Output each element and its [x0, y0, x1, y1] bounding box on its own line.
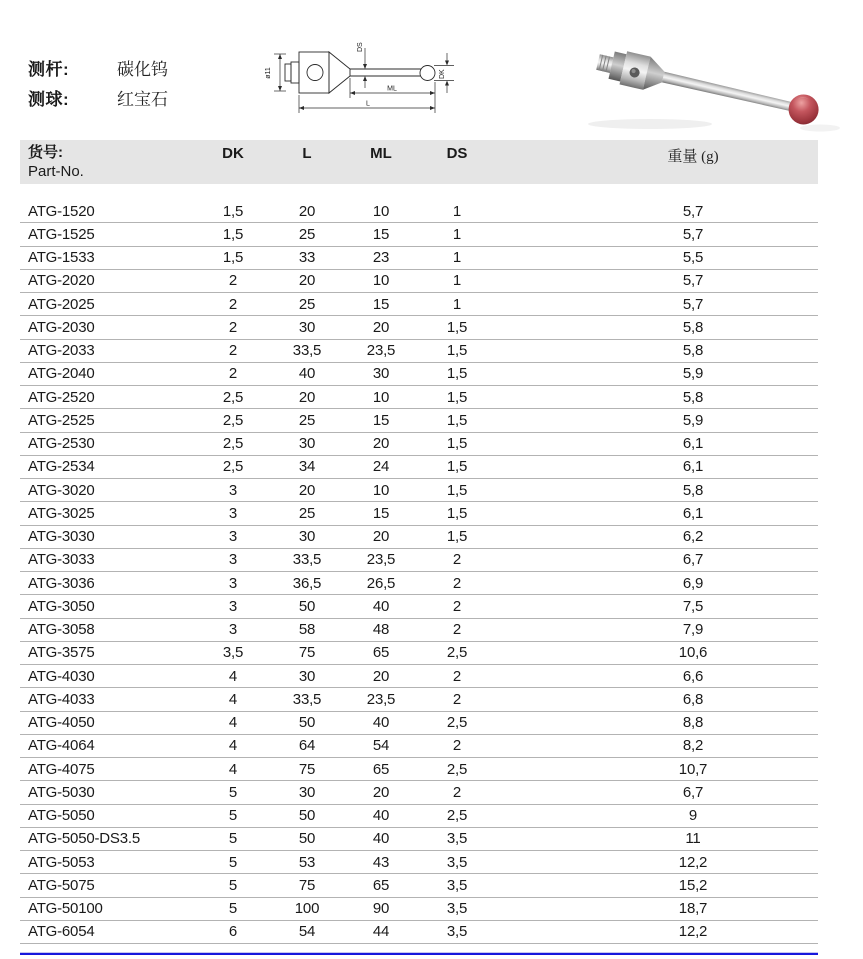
stylus-table: [20, 140, 818, 944]
l-cell: 25: [298, 504, 316, 522]
ml-cell: 65: [372, 760, 390, 778]
ds-cell: 1: [452, 202, 462, 220]
part-no-cell: ATG-3036: [28, 574, 95, 592]
dk-cell: 2: [228, 318, 238, 336]
dk-cell: 3: [228, 621, 238, 639]
part-no-cell: ATG-5050: [28, 807, 95, 825]
table-header: [20, 140, 818, 184]
ml-cell: 20: [372, 435, 390, 453]
dk-cell: 5: [228, 807, 238, 825]
table-row: [20, 502, 818, 525]
ds-cell: 3,5: [446, 853, 468, 871]
weight-cell: 10,6: [678, 644, 708, 662]
weight-cell: 6,7: [682, 783, 704, 801]
diagram-ds-label: DS: [357, 42, 364, 52]
dk-cell: 6: [228, 923, 238, 941]
ml-cell: 20: [372, 528, 390, 546]
table-row: [20, 921, 818, 944]
part-no-cell: ATG-4050: [28, 714, 95, 732]
ds-cell: 1: [452, 249, 462, 267]
header-ml: ML: [370, 145, 392, 162]
ds-cell: 2: [452, 597, 462, 615]
part-no-cell: ATG-2525: [28, 411, 95, 429]
table-row: [20, 874, 818, 897]
dk-cell: 1,5: [222, 202, 244, 220]
weight-cell: 12,2: [678, 853, 708, 871]
ds-cell: 3,5: [446, 876, 468, 894]
dk-cell: 2: [228, 342, 238, 360]
ds-cell: 1,5: [446, 458, 468, 476]
l-cell: 36,5: [292, 574, 322, 592]
table-row: [20, 549, 818, 572]
part-no-cell: ATG-5053: [28, 853, 95, 871]
l-cell: 33,5: [292, 342, 322, 360]
weight-cell: 5,7: [682, 272, 704, 290]
ds-cell: 3,5: [446, 830, 468, 848]
table-row: [20, 223, 818, 246]
ml-cell: 65: [372, 876, 390, 894]
weight-cell: 5,8: [682, 318, 704, 336]
table-row: [20, 479, 818, 502]
weight-cell: 6,9: [682, 574, 704, 592]
l-cell: 50: [298, 714, 316, 732]
ml-cell: 26,5: [366, 574, 396, 592]
weight-cell: 11: [685, 830, 701, 848]
l-cell: 50: [298, 807, 316, 825]
dk-cell: 2: [228, 272, 238, 290]
table-row: [20, 805, 818, 828]
ml-cell: 20: [372, 318, 390, 336]
l-cell: 34: [298, 458, 316, 476]
weight-cell: 12,2: [678, 923, 708, 941]
part-no-cell: ATG-3020: [28, 481, 95, 499]
part-no-cell: ATG-5075: [28, 876, 95, 894]
part-no-cell: ATG-2020: [28, 272, 95, 290]
ml-cell: 20: [372, 667, 390, 685]
header-l: L: [302, 145, 312, 162]
dk-cell: 2: [228, 365, 238, 383]
weight-cell: 5,7: [682, 225, 704, 243]
dk-cell: 3: [228, 481, 238, 499]
weight-cell: 5,5: [682, 249, 704, 267]
header-ds: DS: [446, 145, 468, 162]
ml-cell: 15: [372, 295, 390, 313]
l-cell: 20: [298, 272, 316, 290]
part-no-cell: ATG-1525: [28, 225, 95, 243]
l-cell: 25: [298, 411, 316, 429]
part-no-cell: ATG-5030: [28, 783, 95, 801]
l-cell: 30: [298, 783, 316, 801]
dk-cell: 3: [228, 504, 238, 522]
bottom-divider: [20, 952, 818, 955]
table-row: [20, 665, 818, 688]
table-row: [20, 386, 818, 409]
l-cell: 20: [298, 202, 316, 220]
photo-shadow: [588, 119, 712, 129]
l-cell: 30: [298, 667, 316, 685]
table-body: [20, 200, 818, 944]
ml-cell: 44: [372, 923, 390, 941]
l-cell: 75: [298, 876, 316, 894]
table-row: [20, 712, 818, 735]
part-no-cell: ATG-2025: [28, 295, 95, 313]
l-cell: 75: [298, 760, 316, 778]
ds-cell: 1,5: [446, 481, 468, 499]
weight-cell: 5,7: [682, 202, 704, 220]
weight-cell: 18,7: [678, 900, 708, 918]
weight-cell: 6,7: [682, 551, 704, 569]
ball-material-label: 测球:: [28, 89, 70, 109]
table-row: [20, 433, 818, 456]
part-no-cell: ATG-2530: [28, 435, 95, 453]
ml-cell: 48: [372, 621, 390, 639]
part-no-cell: ATG-2534: [28, 458, 95, 476]
weight-cell: 6,1: [682, 504, 704, 522]
dk-cell: 5: [228, 783, 238, 801]
part-no-cell: ATG-5050-DS3.5: [28, 830, 140, 848]
part-no-cell: ATG-6054: [28, 923, 95, 941]
ds-cell: 2: [452, 783, 462, 801]
part-no-cell: ATG-2040: [28, 365, 95, 383]
header-dk: DK: [222, 145, 244, 162]
ds-cell: 1,5: [446, 365, 468, 383]
dk-cell: 4: [228, 737, 238, 755]
ml-cell: 65: [372, 644, 390, 662]
l-cell: 54: [298, 923, 316, 941]
part-no-cell: ATG-3025: [28, 504, 95, 522]
header-part-no-cn: 货号:: [28, 144, 63, 161]
ml-cell: 15: [372, 225, 390, 243]
material-specs: [28, 52, 168, 112]
table-row: [20, 200, 818, 223]
l-cell: 40: [298, 365, 316, 383]
table-row: [20, 293, 818, 316]
ml-cell: 10: [372, 481, 390, 499]
header-weight: 重量 (g): [667, 149, 719, 165]
weight-cell: 10,7: [678, 760, 708, 778]
dk-cell: 3: [228, 597, 238, 615]
table-row: [20, 595, 818, 618]
table-row: [20, 270, 818, 293]
ml-cell: 40: [372, 597, 390, 615]
ds-cell: 1,5: [446, 504, 468, 522]
l-cell: 33,5: [292, 690, 322, 708]
ball-material-value: 红宝石: [117, 89, 168, 109]
part-no-cell: ATG-2033: [28, 342, 95, 360]
diagram-l-label: L: [366, 100, 370, 108]
l-cell: 25: [298, 295, 316, 313]
weight-cell: 5,8: [682, 342, 704, 360]
weight-cell: 6,1: [682, 435, 704, 453]
ml-cell: 40: [372, 830, 390, 848]
part-no-cell: ATG-4075: [28, 760, 95, 778]
weight-cell: 5,8: [682, 481, 704, 499]
table-row: [20, 642, 818, 665]
shaft-material-value: 碳化钨: [117, 59, 168, 79]
l-cell: 50: [298, 830, 316, 848]
photo-shadow-ball: [800, 125, 840, 132]
weight-cell: 7,5: [682, 597, 704, 615]
part-no-cell: ATG-2030: [28, 318, 95, 336]
ds-cell: 1,5: [446, 388, 468, 406]
table-row: [20, 619, 818, 642]
table-row: [20, 828, 818, 851]
ml-cell: 23,5: [366, 342, 396, 360]
part-no-cell: ATG-3058: [28, 621, 95, 639]
ds-cell: 2,5: [446, 807, 468, 825]
ml-cell: 10: [372, 388, 390, 406]
photo-ruby-ball: [786, 91, 822, 127]
l-cell: 30: [298, 528, 316, 546]
stylus-product-photo: [578, 24, 858, 136]
part-no-cell: ATG-3050: [28, 597, 95, 615]
ml-cell: 24: [372, 458, 390, 476]
ml-cell: 15: [372, 504, 390, 522]
ds-cell: 2: [452, 667, 462, 685]
ds-cell: 3,5: [446, 900, 468, 918]
l-cell: 58: [298, 621, 316, 639]
ml-cell: 90: [372, 900, 390, 918]
ds-cell: 1: [452, 272, 462, 290]
table-row: [20, 898, 818, 921]
photo-shaft: [662, 72, 791, 112]
l-cell: 33: [298, 249, 316, 267]
weight-cell: 8,2: [682, 737, 704, 755]
dk-cell: 3: [228, 528, 238, 546]
ml-cell: 40: [372, 714, 390, 732]
ds-cell: 2,5: [446, 760, 468, 778]
shaft-material-row: [28, 52, 168, 82]
dk-cell: 2,5: [222, 458, 244, 476]
l-cell: 25: [298, 225, 316, 243]
ml-cell: 43: [372, 853, 390, 871]
dk-cell: 5: [228, 876, 238, 894]
table-row: [20, 851, 818, 874]
l-cell: 64: [298, 737, 316, 755]
table-row: [20, 456, 818, 479]
dk-cell: 2: [228, 295, 238, 313]
shaft-material-label: 测杆:: [28, 59, 70, 79]
weight-cell: 6,1: [682, 458, 704, 476]
ball-material-row: [28, 82, 168, 112]
weight-cell: 5,9: [682, 411, 704, 429]
dk-cell: 4: [228, 667, 238, 685]
ds-cell: 2: [452, 690, 462, 708]
l-cell: 30: [298, 435, 316, 453]
diagram-shank-diameter-label: ø11: [265, 67, 272, 79]
dk-cell: 3: [228, 551, 238, 569]
dk-cell: 1,5: [222, 249, 244, 267]
ml-cell: 23,5: [366, 551, 396, 569]
l-cell: 30: [298, 318, 316, 336]
ds-cell: 1: [452, 225, 462, 243]
ds-cell: 2,5: [446, 714, 468, 732]
part-no-cell: ATG-3575: [28, 644, 95, 662]
ml-cell: 23: [372, 249, 390, 267]
header-part-no: [20, 140, 196, 184]
ml-cell: 10: [372, 272, 390, 290]
dk-cell: 3: [228, 574, 238, 592]
l-cell: 20: [298, 388, 316, 406]
dk-cell: 1,5: [222, 225, 244, 243]
ds-cell: 2: [452, 737, 462, 755]
part-no-cell: ATG-1533: [28, 249, 95, 267]
dk-cell: 2,5: [222, 388, 244, 406]
part-no-cell: ATG-4030: [28, 667, 95, 685]
ml-cell: 30: [372, 365, 390, 383]
weight-cell: 6,8: [682, 690, 704, 708]
ds-cell: 2: [452, 574, 462, 592]
l-cell: 100: [294, 900, 320, 918]
weight-cell: 5,9: [682, 365, 704, 383]
table-row: [20, 688, 818, 711]
ds-cell: 1: [452, 295, 462, 313]
ds-cell: 2: [452, 551, 462, 569]
weight-cell: 9: [688, 807, 698, 825]
weight-cell: 8,8: [682, 714, 704, 732]
weight-cell: 5,7: [682, 295, 704, 313]
table-row: [20, 363, 818, 386]
part-no-cell: ATG-50100: [28, 900, 103, 918]
ml-cell: 20: [372, 783, 390, 801]
l-cell: 50: [298, 597, 316, 615]
ds-cell: 1,5: [446, 528, 468, 546]
ds-cell: 2,5: [446, 644, 468, 662]
ml-cell: 40: [372, 807, 390, 825]
dk-cell: 2,5: [222, 435, 244, 453]
part-no-cell: ATG-4064: [28, 737, 95, 755]
ds-cell: 1,5: [446, 435, 468, 453]
weight-cell: 5,8: [682, 388, 704, 406]
header-part-no-en: Part-No.: [28, 163, 84, 180]
ds-cell: 1,5: [446, 411, 468, 429]
ds-cell: 1,5: [446, 342, 468, 360]
part-no-cell: ATG-2520: [28, 388, 95, 406]
dk-cell: 4: [228, 714, 238, 732]
table-row: [20, 316, 818, 339]
dk-cell: 5: [228, 900, 238, 918]
weight-cell: 7,9: [682, 621, 704, 639]
dk-cell: 2,5: [222, 411, 244, 429]
ds-cell: 3,5: [446, 923, 468, 941]
table-row: [20, 340, 818, 363]
dk-cell: 5: [228, 830, 238, 848]
part-no-cell: ATG-4033: [28, 690, 95, 708]
l-cell: 53: [298, 853, 316, 871]
table-row: [20, 758, 818, 781]
diagram-ml-label: ML: [387, 85, 397, 93]
stylus-dimension-diagram: [258, 40, 468, 120]
ml-cell: 23,5: [366, 690, 396, 708]
ml-cell: 15: [372, 411, 390, 429]
ds-cell: 2: [452, 621, 462, 639]
table-row: [20, 409, 818, 432]
part-no-cell: ATG-3030: [28, 528, 95, 546]
l-cell: 20: [298, 481, 316, 499]
part-no-cell: ATG-1520: [28, 202, 95, 220]
ds-cell: 1,5: [446, 318, 468, 336]
diagram-dk-label: DK: [439, 69, 446, 79]
weight-cell: 6,6: [682, 667, 704, 685]
l-cell: 75: [298, 644, 316, 662]
part-no-cell: ATG-3033: [28, 551, 95, 569]
dk-cell: 4: [228, 760, 238, 778]
l-cell: 33,5: [292, 551, 322, 569]
ml-cell: 10: [372, 202, 390, 220]
table-row: [20, 735, 818, 758]
dk-cell: 4: [228, 690, 238, 708]
ml-cell: 54: [372, 737, 390, 755]
weight-cell: 15,2: [678, 876, 708, 894]
table-row: [20, 781, 818, 804]
table-row: [20, 247, 818, 270]
dk-cell: 3,5: [222, 644, 244, 662]
dk-cell: 5: [228, 853, 238, 871]
table-row: [20, 572, 818, 595]
weight-cell: 6,2: [682, 528, 704, 546]
table-row: [20, 526, 818, 549]
